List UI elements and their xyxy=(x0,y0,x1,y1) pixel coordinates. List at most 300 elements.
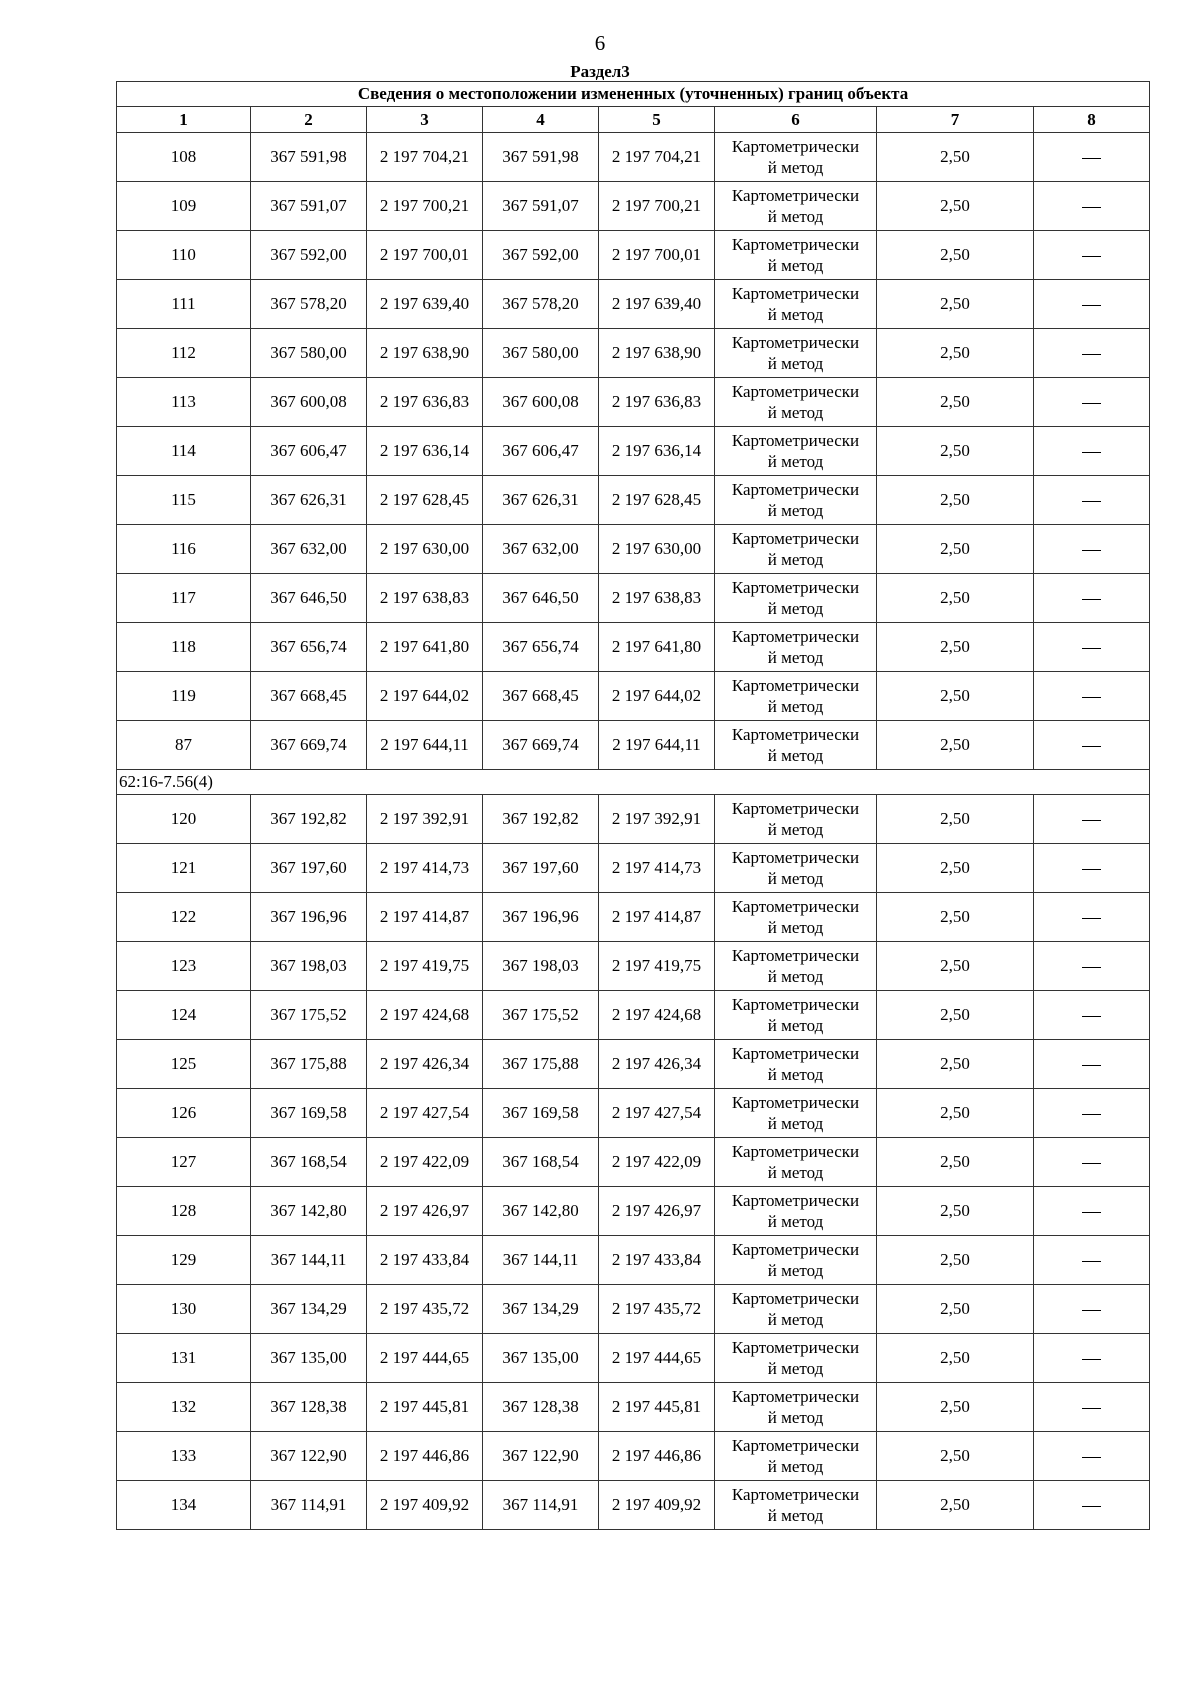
x-coordinate-refined-cell: 367 632,00 xyxy=(483,525,599,574)
y-coordinate-refined-cell: 2 197 636,83 xyxy=(599,378,715,427)
dash-mark xyxy=(1082,158,1101,159)
x-coordinate-existing-cell: 367 656,74 xyxy=(251,623,367,672)
x-coordinate-refined-cell: 367 669,74 xyxy=(483,721,599,770)
x-coordinate-existing-cell: 367 626,31 xyxy=(251,476,367,525)
point-number-cell: 121 xyxy=(117,844,251,893)
y-coordinate-refined-cell: 2 197 630,00 xyxy=(599,525,715,574)
method-cell xyxy=(715,795,877,844)
table-row xyxy=(117,1236,1150,1285)
method-line-2: й метод xyxy=(767,1212,824,1231)
y-coordinate-refined-cell: 2 197 638,83 xyxy=(599,574,715,623)
table-body xyxy=(117,82,1150,1530)
x-coordinate-existing-cell: 367 144,11 xyxy=(251,1236,367,1285)
method-cell xyxy=(715,476,877,525)
point-number-cell: 119 xyxy=(117,672,251,721)
method-line-2: й метод xyxy=(767,452,824,471)
x-coordinate-refined-cell: 367 626,31 xyxy=(483,476,599,525)
method-line-1: Картометрически xyxy=(731,1387,860,1406)
table-row xyxy=(117,133,1150,182)
description-cell xyxy=(1034,280,1150,329)
accuracy-cell: 2,50 xyxy=(877,1334,1034,1383)
point-number-cell: 124 xyxy=(117,991,251,1040)
description-cell xyxy=(1034,133,1150,182)
method-cell xyxy=(715,1383,877,1432)
point-number-cell: 122 xyxy=(117,893,251,942)
accuracy-cell: 2,50 xyxy=(877,574,1034,623)
x-coordinate-existing-cell: 367 580,00 xyxy=(251,329,367,378)
y-coordinate-existing-cell: 2 197 409,92 xyxy=(367,1481,483,1530)
y-coordinate-refined-cell: 2 197 704,21 xyxy=(599,133,715,182)
dash-mark xyxy=(1082,1016,1101,1017)
table-row xyxy=(117,1040,1150,1089)
point-number-cell: 108 xyxy=(117,133,251,182)
point-number-cell: 114 xyxy=(117,427,251,476)
dash-mark xyxy=(1082,1163,1101,1164)
accuracy-cell: 2,50 xyxy=(877,1138,1034,1187)
column-header-6: 6 xyxy=(715,107,877,133)
accuracy-cell: 2,50 xyxy=(877,280,1034,329)
description-cell xyxy=(1034,991,1150,1040)
y-coordinate-existing-cell: 2 197 644,02 xyxy=(367,672,483,721)
table-row xyxy=(117,1383,1150,1432)
point-number-cell: 120 xyxy=(117,795,251,844)
y-coordinate-existing-cell: 2 197 424,68 xyxy=(367,991,483,1040)
column-header-row xyxy=(117,107,1150,133)
method-line-2: й метод xyxy=(767,256,824,275)
y-coordinate-refined-cell: 2 197 444,65 xyxy=(599,1334,715,1383)
y-coordinate-existing-cell: 2 197 446,86 xyxy=(367,1432,483,1481)
table-row xyxy=(117,893,1150,942)
method-line-2: й метод xyxy=(767,1016,824,1035)
x-coordinate-existing-cell: 367 606,47 xyxy=(251,427,367,476)
method-line-1: Картометрически xyxy=(731,627,860,646)
method-line-2: й метод xyxy=(767,1310,824,1329)
method-line-2: й метод xyxy=(767,648,824,667)
method-line-2: й метод xyxy=(767,1261,824,1280)
method-cell xyxy=(715,1285,877,1334)
dash-mark xyxy=(1082,648,1101,649)
column-header-3: 3 xyxy=(367,107,483,133)
table-row xyxy=(117,525,1150,574)
section-title: Раздел3 xyxy=(570,62,630,81)
point-number-cell: 129 xyxy=(117,1236,251,1285)
dash-mark xyxy=(1082,305,1101,306)
x-coordinate-refined-cell: 367 135,00 xyxy=(483,1334,599,1383)
method-cell xyxy=(715,942,877,991)
point-number-cell: 126 xyxy=(117,1089,251,1138)
accuracy-cell: 2,50 xyxy=(877,893,1034,942)
column-header-2: 2 xyxy=(251,107,367,133)
boundary-coordinates-table xyxy=(116,81,1150,1530)
accuracy-cell: 2,50 xyxy=(877,721,1034,770)
dash-mark xyxy=(1082,967,1101,968)
dash-mark xyxy=(1082,599,1101,600)
dash-mark xyxy=(1082,1408,1101,1409)
method-line-2: й метод xyxy=(767,967,824,986)
y-coordinate-refined-cell: 2 197 427,54 xyxy=(599,1089,715,1138)
accuracy-cell: 2,50 xyxy=(877,476,1034,525)
method-cell xyxy=(715,1040,877,1089)
accuracy-cell: 2,50 xyxy=(877,1236,1034,1285)
method-cell xyxy=(715,672,877,721)
y-coordinate-existing-cell: 2 197 638,83 xyxy=(367,574,483,623)
y-coordinate-existing-cell: 2 197 628,45 xyxy=(367,476,483,525)
x-coordinate-refined-cell: 367 580,00 xyxy=(483,329,599,378)
y-coordinate-existing-cell: 2 197 427,54 xyxy=(367,1089,483,1138)
y-coordinate-existing-cell: 2 197 426,34 xyxy=(367,1040,483,1089)
table-row xyxy=(117,942,1150,991)
method-line-1: Картометрически xyxy=(731,1142,860,1161)
method-line-2: й метод xyxy=(767,354,824,373)
y-coordinate-refined-cell: 2 197 414,87 xyxy=(599,893,715,942)
method-line-1: Картометрически xyxy=(731,1044,860,1063)
description-cell xyxy=(1034,427,1150,476)
method-line-1: Картометрически xyxy=(731,725,860,744)
description-cell xyxy=(1034,476,1150,525)
point-number-cell: 130 xyxy=(117,1285,251,1334)
y-coordinate-existing-cell: 2 197 426,97 xyxy=(367,1187,483,1236)
method-line-2: й метод xyxy=(767,1163,824,1182)
dash-mark xyxy=(1082,1506,1101,1507)
table-caption: Сведения о местоположении измененных (уточненных) границ объекта xyxy=(117,82,1150,107)
description-cell xyxy=(1034,1236,1150,1285)
x-coordinate-existing-cell: 367 198,03 xyxy=(251,942,367,991)
point-number-cell: 134 xyxy=(117,1481,251,1530)
table-row xyxy=(117,1089,1150,1138)
x-coordinate-existing-cell: 367 669,74 xyxy=(251,721,367,770)
description-cell xyxy=(1034,1383,1150,1432)
method-line-2: й метод xyxy=(767,1359,824,1378)
accuracy-cell: 2,50 xyxy=(877,942,1034,991)
method-cell xyxy=(715,1432,877,1481)
column-header-5: 5 xyxy=(599,107,715,133)
x-coordinate-existing-cell: 367 114,91 xyxy=(251,1481,367,1530)
y-coordinate-existing-cell: 2 197 422,09 xyxy=(367,1138,483,1187)
dash-mark xyxy=(1082,452,1101,453)
method-cell xyxy=(715,1187,877,1236)
description-cell xyxy=(1034,1138,1150,1187)
method-line-1: Картометрически xyxy=(731,1485,860,1504)
point-number-cell: 112 xyxy=(117,329,251,378)
table-row xyxy=(117,280,1150,329)
point-number-cell: 110 xyxy=(117,231,251,280)
method-cell xyxy=(715,231,877,280)
point-number-cell: 111 xyxy=(117,280,251,329)
accuracy-cell: 2,50 xyxy=(877,672,1034,721)
method-cell xyxy=(715,378,877,427)
table-row xyxy=(117,574,1150,623)
description-cell xyxy=(1034,1432,1150,1481)
x-coordinate-refined-cell: 367 592,00 xyxy=(483,231,599,280)
table-row xyxy=(117,623,1150,672)
x-coordinate-refined-cell: 367 198,03 xyxy=(483,942,599,991)
y-coordinate-existing-cell: 2 197 444,65 xyxy=(367,1334,483,1383)
x-coordinate-refined-cell: 367 578,20 xyxy=(483,280,599,329)
y-coordinate-refined-cell: 2 197 445,81 xyxy=(599,1383,715,1432)
method-line-1: Картометрически xyxy=(731,848,860,867)
point-number-cell: 113 xyxy=(117,378,251,427)
y-coordinate-refined-cell: 2 197 446,86 xyxy=(599,1432,715,1481)
method-line-2: й метод xyxy=(767,207,824,226)
dash-mark xyxy=(1082,1261,1101,1262)
dash-mark xyxy=(1082,869,1101,870)
method-cell xyxy=(715,427,877,476)
method-line-1: Картометрически xyxy=(731,235,860,254)
table-row xyxy=(117,1285,1150,1334)
column-header-1: 1 xyxy=(117,107,251,133)
table-row xyxy=(117,672,1150,721)
accuracy-cell: 2,50 xyxy=(877,1285,1034,1334)
method-line-2: й метод xyxy=(767,820,824,839)
point-number-cell: 128 xyxy=(117,1187,251,1236)
x-coordinate-existing-cell: 367 600,08 xyxy=(251,378,367,427)
y-coordinate-refined-cell: 2 197 700,01 xyxy=(599,231,715,280)
accuracy-cell: 2,50 xyxy=(877,231,1034,280)
accuracy-cell: 2,50 xyxy=(877,623,1034,672)
method-line-2: й метод xyxy=(767,918,824,937)
method-line-2: й метод xyxy=(767,550,824,569)
x-coordinate-existing-cell: 367 591,98 xyxy=(251,133,367,182)
accuracy-cell: 2,50 xyxy=(877,133,1034,182)
description-cell xyxy=(1034,329,1150,378)
y-coordinate-refined-cell: 2 197 700,21 xyxy=(599,182,715,231)
dash-mark xyxy=(1082,820,1101,821)
point-number-cell: 87 xyxy=(117,721,251,770)
point-number-cell: 117 xyxy=(117,574,251,623)
dash-mark xyxy=(1082,918,1101,919)
x-coordinate-refined-cell: 367 169,58 xyxy=(483,1089,599,1138)
y-coordinate-existing-cell: 2 197 704,21 xyxy=(367,133,483,182)
x-coordinate-existing-cell: 367 192,82 xyxy=(251,795,367,844)
method-line-2: й метод xyxy=(767,1408,824,1427)
point-number-cell: 132 xyxy=(117,1383,251,1432)
method-line-2: й метод xyxy=(767,869,824,888)
table-row xyxy=(117,378,1150,427)
y-coordinate-existing-cell: 2 197 392,91 xyxy=(367,795,483,844)
y-coordinate-refined-cell: 2 197 426,97 xyxy=(599,1187,715,1236)
accuracy-cell: 2,50 xyxy=(877,182,1034,231)
x-coordinate-existing-cell: 367 668,45 xyxy=(251,672,367,721)
table-row xyxy=(117,721,1150,770)
method-line-1: Картометрически xyxy=(731,799,860,818)
dash-mark xyxy=(1082,207,1101,208)
dash-mark xyxy=(1082,1310,1101,1311)
description-cell xyxy=(1034,231,1150,280)
description-cell xyxy=(1034,893,1150,942)
y-coordinate-refined-cell: 2 197 639,40 xyxy=(599,280,715,329)
point-number-cell: 127 xyxy=(117,1138,251,1187)
accuracy-cell: 2,50 xyxy=(877,1481,1034,1530)
x-coordinate-existing-cell: 367 122,90 xyxy=(251,1432,367,1481)
x-coordinate-refined-cell: 367 646,50 xyxy=(483,574,599,623)
accuracy-cell: 2,50 xyxy=(877,844,1034,893)
accuracy-cell: 2,50 xyxy=(877,1187,1034,1236)
method-cell xyxy=(715,623,877,672)
method-line-2: й метод xyxy=(767,158,824,177)
y-coordinate-existing-cell: 2 197 639,40 xyxy=(367,280,483,329)
x-coordinate-refined-cell: 367 175,52 xyxy=(483,991,599,1040)
method-line-1: Картометрически xyxy=(731,676,860,695)
description-cell xyxy=(1034,1481,1150,1530)
method-cell xyxy=(715,1481,877,1530)
dash-mark xyxy=(1082,1065,1101,1066)
x-coordinate-refined-cell: 367 168,54 xyxy=(483,1138,599,1187)
x-coordinate-refined-cell: 367 134,29 xyxy=(483,1285,599,1334)
y-coordinate-existing-cell: 2 197 700,01 xyxy=(367,231,483,280)
description-cell xyxy=(1034,1089,1150,1138)
method-cell xyxy=(715,1138,877,1187)
table-row xyxy=(117,1334,1150,1383)
y-coordinate-existing-cell: 2 197 414,87 xyxy=(367,893,483,942)
method-line-1: Картометрически xyxy=(731,137,860,156)
method-cell xyxy=(715,525,877,574)
description-cell xyxy=(1034,623,1150,672)
y-coordinate-existing-cell: 2 197 638,90 xyxy=(367,329,483,378)
method-line-2: й метод xyxy=(767,1065,824,1084)
table-row xyxy=(117,427,1150,476)
y-coordinate-refined-cell: 2 197 628,45 xyxy=(599,476,715,525)
x-coordinate-existing-cell: 367 175,52 xyxy=(251,991,367,1040)
method-line-1: Картометрически xyxy=(731,946,860,965)
method-line-1: Картометрически xyxy=(731,1436,860,1455)
x-coordinate-refined-cell: 367 122,90 xyxy=(483,1432,599,1481)
point-number-cell: 118 xyxy=(117,623,251,672)
x-coordinate-refined-cell: 367 606,47 xyxy=(483,427,599,476)
method-line-1: Картометрически xyxy=(731,284,860,303)
column-header-4: 4 xyxy=(483,107,599,133)
dash-mark xyxy=(1082,256,1101,257)
x-coordinate-existing-cell: 367 135,00 xyxy=(251,1334,367,1383)
method-cell xyxy=(715,329,877,378)
y-coordinate-existing-cell: 2 197 414,73 xyxy=(367,844,483,893)
method-line-1: Картометрически xyxy=(731,186,860,205)
method-line-1: Картометрически xyxy=(731,1093,860,1112)
table-caption-row xyxy=(117,82,1150,107)
y-coordinate-refined-cell: 2 197 422,09 xyxy=(599,1138,715,1187)
accuracy-cell: 2,50 xyxy=(877,1432,1034,1481)
x-coordinate-refined-cell: 367 142,80 xyxy=(483,1187,599,1236)
accuracy-cell: 2,50 xyxy=(877,1040,1034,1089)
method-line-1: Картометрически xyxy=(731,578,860,597)
method-line-2: й метод xyxy=(767,403,824,422)
x-coordinate-existing-cell: 367 578,20 xyxy=(251,280,367,329)
x-coordinate-existing-cell: 367 128,38 xyxy=(251,1383,367,1432)
x-coordinate-existing-cell: 367 169,58 xyxy=(251,1089,367,1138)
point-number-cell: 116 xyxy=(117,525,251,574)
page-number: 6 xyxy=(594,31,606,55)
table-row xyxy=(117,844,1150,893)
x-coordinate-existing-cell: 367 632,00 xyxy=(251,525,367,574)
accuracy-cell: 2,50 xyxy=(877,525,1034,574)
dash-mark xyxy=(1082,1212,1101,1213)
x-coordinate-refined-cell: 367 128,38 xyxy=(483,1383,599,1432)
description-cell xyxy=(1034,1334,1150,1383)
dash-mark xyxy=(1082,550,1101,551)
table-row xyxy=(117,1138,1150,1187)
x-coordinate-refined-cell: 367 197,60 xyxy=(483,844,599,893)
point-number-cell: 125 xyxy=(117,1040,251,1089)
group-label: 62:16-7.56(4) xyxy=(117,770,1150,795)
y-coordinate-existing-cell: 2 197 641,80 xyxy=(367,623,483,672)
description-cell xyxy=(1034,574,1150,623)
method-cell xyxy=(715,133,877,182)
y-coordinate-refined-cell: 2 197 636,14 xyxy=(599,427,715,476)
method-line-1: Картометрически xyxy=(731,382,860,401)
y-coordinate-refined-cell: 2 197 644,11 xyxy=(599,721,715,770)
method-cell xyxy=(715,721,877,770)
method-line-1: Картометрически xyxy=(731,480,860,499)
x-coordinate-existing-cell: 367 142,80 xyxy=(251,1187,367,1236)
x-coordinate-existing-cell: 367 591,07 xyxy=(251,182,367,231)
y-coordinate-existing-cell: 2 197 419,75 xyxy=(367,942,483,991)
y-coordinate-refined-cell: 2 197 433,84 xyxy=(599,1236,715,1285)
accuracy-cell: 2,50 xyxy=(877,378,1034,427)
y-coordinate-existing-cell: 2 197 445,81 xyxy=(367,1383,483,1432)
method-cell xyxy=(715,574,877,623)
description-cell xyxy=(1034,378,1150,427)
dash-mark xyxy=(1082,354,1101,355)
description-cell xyxy=(1034,795,1150,844)
y-coordinate-refined-cell: 2 197 638,90 xyxy=(599,329,715,378)
accuracy-cell: 2,50 xyxy=(877,329,1034,378)
point-number-cell: 115 xyxy=(117,476,251,525)
method-line-1: Картометрически xyxy=(731,529,860,548)
dash-mark xyxy=(1082,501,1101,502)
table-row xyxy=(117,231,1150,280)
point-number-cell: 131 xyxy=(117,1334,251,1383)
method-cell xyxy=(715,844,877,893)
dash-mark xyxy=(1082,1457,1101,1458)
table-row xyxy=(117,795,1150,844)
y-coordinate-refined-cell: 2 197 409,92 xyxy=(599,1481,715,1530)
method-cell xyxy=(715,1236,877,1285)
y-coordinate-refined-cell: 2 197 644,02 xyxy=(599,672,715,721)
method-line-1: Картометрически xyxy=(731,431,860,450)
method-line-2: й метод xyxy=(767,501,824,520)
x-coordinate-existing-cell: 367 168,54 xyxy=(251,1138,367,1187)
x-coordinate-refined-cell: 367 656,74 xyxy=(483,623,599,672)
description-cell xyxy=(1034,1285,1150,1334)
y-coordinate-existing-cell: 2 197 630,00 xyxy=(367,525,483,574)
method-line-2: й метод xyxy=(767,1457,824,1476)
x-coordinate-refined-cell: 367 600,08 xyxy=(483,378,599,427)
table-row xyxy=(117,1187,1150,1236)
method-line-1: Картометрически xyxy=(731,1240,860,1259)
point-number-cell: 133 xyxy=(117,1432,251,1481)
accuracy-cell: 2,50 xyxy=(877,991,1034,1040)
x-coordinate-existing-cell: 367 592,00 xyxy=(251,231,367,280)
accuracy-cell: 2,50 xyxy=(877,1383,1034,1432)
dash-mark xyxy=(1082,403,1101,404)
method-line-1: Картометрически xyxy=(731,995,860,1014)
method-cell xyxy=(715,893,877,942)
y-coordinate-existing-cell: 2 197 700,21 xyxy=(367,182,483,231)
table-row xyxy=(117,329,1150,378)
x-coordinate-existing-cell: 367 175,88 xyxy=(251,1040,367,1089)
x-coordinate-refined-cell: 367 591,07 xyxy=(483,182,599,231)
dash-mark xyxy=(1082,697,1101,698)
x-coordinate-refined-cell: 367 144,11 xyxy=(483,1236,599,1285)
x-coordinate-refined-cell: 367 196,96 xyxy=(483,893,599,942)
x-coordinate-refined-cell: 367 175,88 xyxy=(483,1040,599,1089)
method-cell xyxy=(715,1089,877,1138)
y-coordinate-existing-cell: 2 197 636,14 xyxy=(367,427,483,476)
method-line-1: Картометрически xyxy=(731,1191,860,1210)
description-cell xyxy=(1034,721,1150,770)
point-number-cell: 109 xyxy=(117,182,251,231)
x-coordinate-refined-cell: 367 192,82 xyxy=(483,795,599,844)
accuracy-cell: 2,50 xyxy=(877,795,1034,844)
